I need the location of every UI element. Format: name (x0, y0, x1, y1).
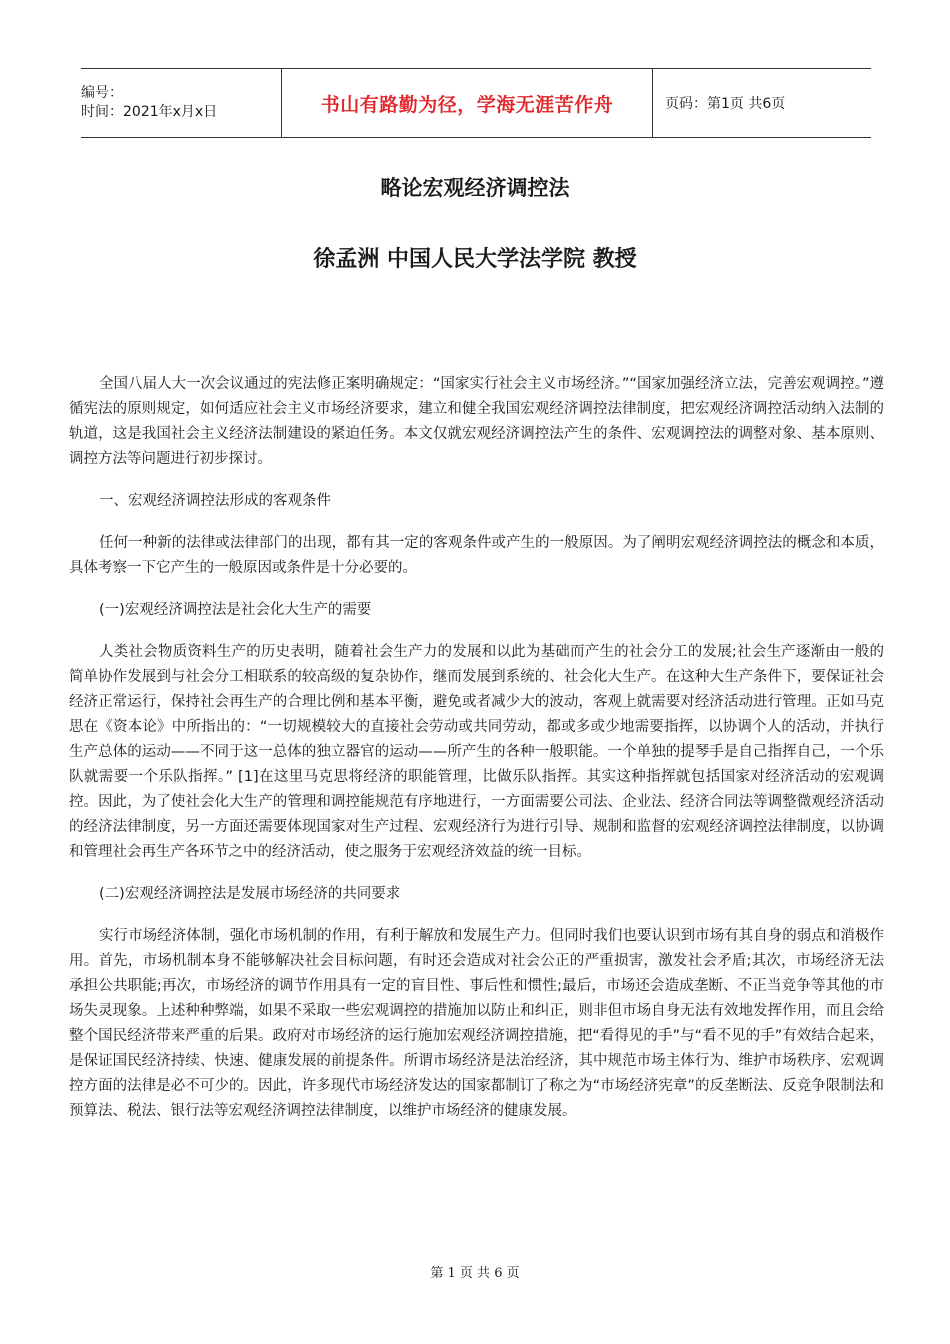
body-paragraph: 人类社会物质资料生产的历史表明，随着社会生产力的发展和以此为基础而产生的社会分工的发展;社会生产逐渐由一般的简单协作发展到与社会分工相联系的较高级的复杂协作，继而发展到系统的、社会化大生产。在这种大生产条件下，要保证社会经济正常运行，保持社会再生产的合理比例和基本平衡，避免或者减少大的波动，客观上就需要对经济活动进行管理。正如马克思在《资本论》中所指出的：“一切规模较大的直接社会劳动或共同劳动，都或多或少地需要指挥，以协调个人的活动，并执行生产总体的运动——不同于这一总体的独立器官的运动——所产生的各种一般职能。一个单独的提琴手是自己指挥自己，一个乐队就需要一个乐队指挥。” [1]在这里马克思将经济的职能管理，比做乐队指挥。其实这种指挥就包括国家对经济活动的宏观调控。因此，为了使社会化大生产的管理和调控能规范有序地进行，一方面需要公司法、企业法、经济合同法等调整微观经济活动的经济法律制度，另一方面还需要体现国家对生产过程、宏观经济行为进行引导、规制和监督的宏观经济调控法律制度，以协调和管理社会再生产各环节之中的经济活动，使之服务于宏观经济效益的统一目标。 (69, 644, 884, 860)
document-body (69, 372, 884, 1141)
document-time-label: 时间：2021年x月x日 (81, 104, 218, 120)
author-line: 徐孟洲 中国人民大学法学院 教授 (313, 247, 637, 272)
body-paragraph: 实行市场经济体制，强化市场机制的作用，有利于解放和发展生产力。但同时我们也要认识到市场有其自身的弱点和消极作用。首先，市场机制本身不能够解决社会目标问题，有时还会造成对社会公正的严重损害，激发社会矛盾;其次，市场经济无法承担公共职能;再次，市场经济的调节作用具有一定的盲目性、事后性和惯性;最后，市场还会造成垄断、不正当竞争等其他的市场失灵现象。上述种种弊端，如果不采取一些宏观调控的措施加以防止和纠正，则非但市场自身无法有效地发挥作用，而且会给整个国民经济带来严重的后果。政府对市场经济的运行施加宏观经济调控措施，把“看得见的手”与“看不见的手”有效结合起来，是保证国民经济持续、快速、健康发展的前提条件。所谓市场经济是法治经济，其中规范市场主体行为、维护市场秩序、宏观调控方面的法律是必不可少的。因此，许多现代市场经济发达的国家都制订了称之为“市场经济宪章”的反垄断法、反竞争限制法和预算法、税法、银行法等宏观经济调控法律制度，以维护市场经济的健康发展。 (69, 928, 884, 1119)
document-title: 略论宏观经济调控法 (380, 176, 570, 200)
subsection-heading: (一)宏观经济调控法是社会化大生产的需要 (99, 602, 372, 618)
header-page-info: 页码：第1页 共6页 (665, 96, 786, 112)
section-heading: 一、宏观经济调控法形成的客观条件 (99, 493, 331, 509)
document-number-label: 编号： (81, 85, 123, 101)
page-footer: 第 1 页 共 6 页 (430, 1266, 520, 1281)
header-meta (81, 69, 281, 137)
body-paragraph: 任何一种新的法律或法律部门的出现，都有其一定的客观条件或产生的一般原因。为了阐明宏观经济调控法的概念和本质，具体考察一下它产生的一般原因或条件是十分必要的。 (69, 535, 884, 576)
subsection-heading: (二)宏观经济调控法是发展市场经济的共同要求 (99, 886, 401, 902)
header-motto: 书山有路勤为径，学海无涯苦作舟 (281, 69, 653, 137)
body-paragraph: 全国八届人大一次会议通过的宪法修正案明确规定：“国家实行社会主义市场经济。”“国家加强经济立法，完善宏观调控。”遵循宪法的原则规定，如何适应社会主义市场经济要求，建立和健全我国宏观经济调控法律制度，把宏观经济调控活动纳入法制的轨道，这是我国社会主义经济法制建设的紧迫任务。本文仅就宏观经济调控法产生的条件、宏观调控法的调整对象、基本原则、调控方法等问题进行初步探讨。 (69, 376, 884, 467)
page-header (81, 68, 871, 138)
